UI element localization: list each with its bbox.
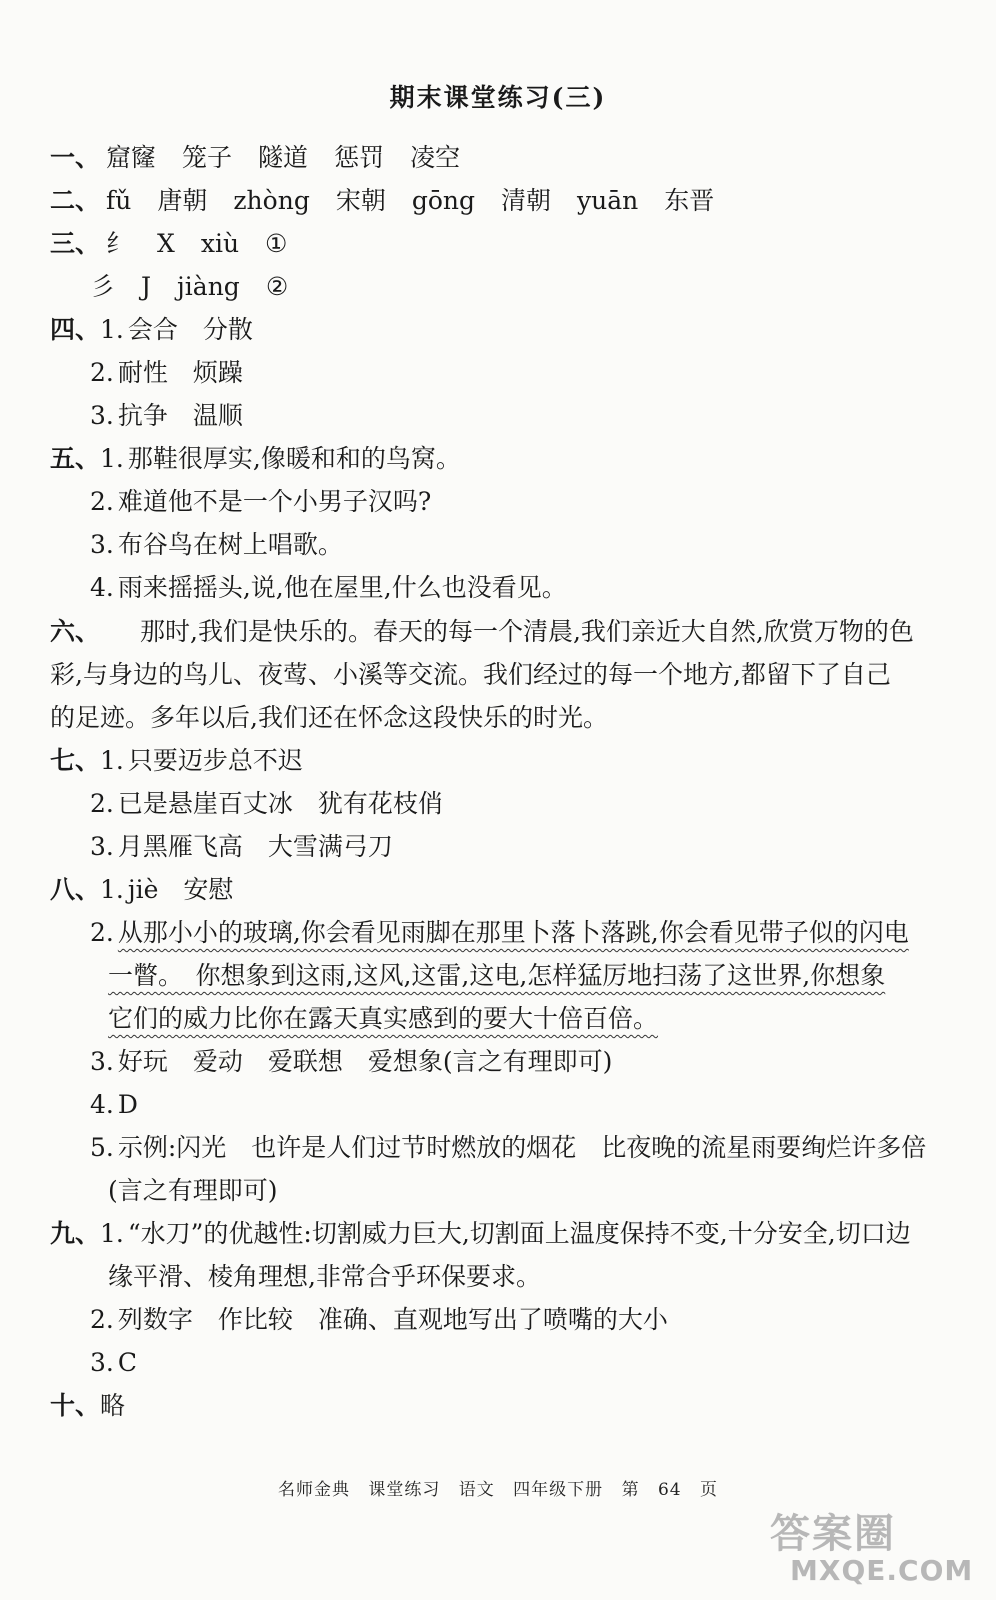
q4-item-1 <box>50 312 253 348</box>
q6-label: 六、 <box>50 617 101 646</box>
item-number: 1. <box>100 315 124 344</box>
item-text: “水刀”的优越性:切割威力巨大,切割面上温度保持不变,十分安全,切口边 <box>127 1219 911 1248</box>
q3-label: 三、 <box>50 229 101 258</box>
q1-line <box>50 140 460 176</box>
item-text: C <box>117 1348 137 1377</box>
q2-item: gōng <box>411 186 476 215</box>
q2-item: 宋朝 <box>335 186 386 215</box>
q6-line-3: 的足迹。多年以后,我们还在怀念这段快乐的时光。 <box>50 703 608 732</box>
watermark <box>770 1502 978 1594</box>
q5-label: 五、 <box>50 444 101 473</box>
q10-line <box>50 1388 125 1424</box>
q5-item-3 <box>90 527 343 563</box>
item-number: 3. <box>90 401 114 430</box>
q8-item-5-line-2: (言之有理即可) <box>108 1176 278 1205</box>
underlined-text: 从那小小的玻璃,你会看见雨脚在那里卜落卜落跳,你会看见带子似的闪电 <box>117 918 909 947</box>
item-number: 4. <box>90 1090 114 1119</box>
item-number: 1. <box>100 875 124 904</box>
q7-item-2 <box>90 786 443 822</box>
q1-item: 隧道 <box>258 143 309 172</box>
q5-item-4 <box>90 570 567 606</box>
item-number: 4. <box>90 573 114 602</box>
q3-item: 纟 <box>106 229 132 258</box>
q4-item-3 <box>90 398 243 434</box>
q3-item: jiàng <box>177 272 240 301</box>
q2-item: 东晋 <box>664 186 715 215</box>
item-number: 2. <box>90 487 114 516</box>
item-number: 3. <box>90 1348 114 1377</box>
q3-item: ② <box>265 272 289 301</box>
q3-item: xiù <box>200 229 240 258</box>
underlined-text: 一瞥。 你想象到这雨,这风,这雷,这电,怎样猛厉地扫荡了这世界,你想象 <box>108 961 886 990</box>
q3-item: X <box>157 229 175 258</box>
q8-item-2-line-3 <box>108 1001 658 1037</box>
q5-item-1 <box>50 441 461 477</box>
q1-item: 凌空 <box>410 143 461 172</box>
item-text: 月黑雁飞高 大雪满弓刀 <box>117 832 393 861</box>
item-text: 只要迈步总不迟 <box>127 746 303 775</box>
q2-item: fǔ <box>106 186 132 215</box>
item-number: 1. <box>100 746 124 775</box>
q7-item-3 <box>90 829 393 865</box>
item-text: 难道他不是一个小男子汉吗? <box>117 487 432 516</box>
item-text: 已是悬崖百丈冰 犹有花枝俏 <box>117 789 443 818</box>
item-number: 5. <box>90 1133 114 1162</box>
q4-item-2 <box>90 355 243 391</box>
q7-label: 七、 <box>50 746 101 775</box>
q9-item-2 <box>90 1302 668 1338</box>
q1-item: 惩罚 <box>334 143 385 172</box>
q8-item-5 <box>90 1130 926 1166</box>
item-text: 雨来摇摇头,说,他在屋里,什么也没看见。 <box>117 573 567 602</box>
q8-item-2 <box>90 915 909 951</box>
item-number: 2. <box>90 789 114 818</box>
watermark-logo: 答案圈 <box>770 1511 896 1557</box>
item-number: 2. <box>90 918 114 947</box>
q9-item-1 <box>50 1216 911 1252</box>
q9-item-1-line-2: 缘平滑、棱角理想,非常合乎环保要求。 <box>108 1262 541 1291</box>
q8-item-1 <box>50 872 233 908</box>
q7-item-1 <box>50 743 303 779</box>
q4-label: 四、 <box>50 315 101 344</box>
q3-line-1 <box>50 226 287 262</box>
page-title: 期末课堂练习(三) <box>389 83 607 112</box>
q10-label: 十、 <box>50 1391 101 1420</box>
item-text: 列数字 作比较 准确、直观地写出了喷嘴的大小 <box>117 1305 668 1334</box>
q1-label: 一、 <box>50 143 101 172</box>
q6-line-1 <box>50 614 914 650</box>
item-text: 布谷鸟在树上唱歌。 <box>117 530 343 559</box>
item-number: 2. <box>90 1305 114 1334</box>
item-text: 那鞋很厚实,像暖和和的鸟窝。 <box>127 444 461 473</box>
page-footer: 名师金典 课堂练习 语文 四年级下册 第 64 页 <box>277 1480 719 1500</box>
q2-label: 二、 <box>50 186 101 215</box>
q2-item: 唐朝 <box>157 186 208 215</box>
item-number: 1. <box>100 1219 124 1248</box>
item-text: 会合 分散 <box>127 315 253 344</box>
q8-item-2-line-2 <box>108 958 885 994</box>
item-number: 1. <box>100 444 124 473</box>
q3-item: 彡 <box>90 272 116 301</box>
item-text: 耐性 烦躁 <box>117 358 243 387</box>
paragraph-line: 那时,我们是快乐的。春天的每一个清晨,我们亲近大自然,欣赏万物的色 <box>140 617 914 646</box>
item-text: 抗争 温顺 <box>117 401 243 430</box>
q3-item: ① <box>265 229 288 258</box>
item-text: 示例:闪光 也许是人们过节时燃放的烟花 比夜晚的流星雨要绚烂许多倍 <box>117 1133 927 1162</box>
q3-line-2 <box>90 269 288 305</box>
q3-item: J <box>141 272 152 301</box>
item-text: 好玩 爱动 爱联想 爱想象(言之有理即可) <box>117 1047 613 1076</box>
q1-item: 笼子 <box>182 143 233 172</box>
item-text: D <box>117 1090 138 1119</box>
q6-line-2: 彩,与身边的鸟儿、夜莺、小溪等交流。我们经过的每一个地方,都留下了自己 <box>50 660 891 689</box>
q2-item: 清朝 <box>501 186 552 215</box>
item-number: 3. <box>90 1047 114 1076</box>
q8-item-4 <box>90 1087 138 1123</box>
q2-item: yuān <box>577 186 639 215</box>
item-number: 3. <box>90 530 114 559</box>
item-text: jiè 安慰 <box>127 875 234 904</box>
q1-item: 窟窿 <box>106 143 157 172</box>
item-number: 2. <box>90 358 114 387</box>
q9-item-3 <box>90 1345 137 1381</box>
item-text: 略 <box>100 1391 126 1420</box>
q9-label: 九、 <box>50 1219 101 1248</box>
q8-item-3 <box>90 1044 612 1080</box>
q5-item-2 <box>90 484 431 520</box>
q2-item: zhòng <box>233 186 310 215</box>
watermark-url: MXQE.COM <box>790 1554 974 1587</box>
q2-line <box>50 183 714 219</box>
underlined-text: 它们的威力比你在露天真实感到的要大十倍百倍。 <box>108 1004 659 1033</box>
q8-label: 八、 <box>50 875 101 904</box>
item-number: 3. <box>90 832 114 861</box>
